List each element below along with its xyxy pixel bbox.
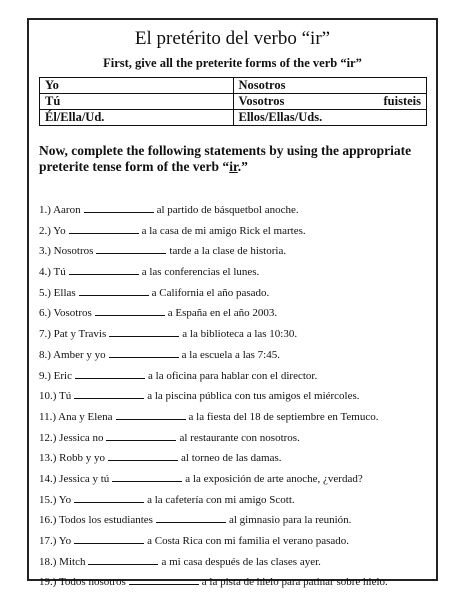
instructions-after: .” [237, 159, 248, 174]
exercise-item [39, 448, 434, 469]
item-rest: a la exposición de arte anoche, ¿verdad? [185, 472, 363, 485]
subtitle [29, 56, 436, 71]
exercise-item [39, 572, 434, 593]
item-number: 13.) [39, 452, 57, 465]
exercise-item [39, 303, 434, 324]
exercise-item [39, 262, 434, 283]
answer-blank[interactable] [74, 389, 144, 399]
exercise-item [39, 552, 434, 573]
exercise-item [39, 386, 434, 407]
item-number: 10.) [39, 390, 57, 403]
answer-blank[interactable] [84, 203, 154, 213]
subtitle-verb: ir [346, 56, 356, 70]
item-rest: a la oficina para hablar con el director. [148, 369, 318, 382]
pronoun-label: Vosotros [238, 94, 285, 108]
item-rest: a la casa de mi amigo Rick el martes. [141, 224, 306, 237]
item-number: 6.) [39, 307, 51, 320]
item-number: 17.) [39, 535, 57, 547]
forms-table-pronoun-cell[interactable] [233, 94, 427, 110]
item-subject: Ana y Elena [58, 410, 113, 423]
pronoun-label: Yo [45, 78, 59, 92]
exercise-item [39, 241, 434, 262]
item-rest: a Costa Rica con mi familia el verano pasado. [147, 535, 350, 547]
item-subject: Yo [53, 224, 66, 237]
item-number: 18.) [39, 555, 57, 568]
item-number: 5.) [39, 286, 51, 299]
exercise-item [39, 324, 434, 345]
pronoun-label: Nosotros [238, 78, 286, 92]
item-subject: Yo [58, 535, 72, 547]
item-rest: al torneo de las damas. [181, 452, 282, 465]
item-subject: Todos nosotros [58, 576, 126, 589]
item-rest: a la biblioteca a las 10:30. [182, 328, 298, 341]
forms-table-row [40, 94, 427, 110]
item-rest: a la escuela a las 7:45. [181, 348, 280, 361]
item-number: 3.) [39, 245, 51, 258]
item-subject: Yo [58, 493, 72, 506]
item-number: 7.) [39, 328, 51, 341]
forms-table-pronoun-cell[interactable] [40, 94, 234, 110]
answer-blank[interactable] [74, 493, 144, 503]
item-number: 16.) [39, 514, 57, 527]
item-subject: Robb y yo [59, 452, 106, 465]
item-rest: a la pista de hielo para patinar sobre hielo. [201, 576, 388, 589]
item-number: 14.) [39, 472, 57, 485]
item-rest: al partido de básquetbol anoche. [156, 204, 299, 216]
item-subject: Vosotros [53, 307, 92, 320]
worksheet-page [27, 18, 438, 589]
item-rest: al restaurante con nosotros. [179, 431, 300, 444]
forms-table-row [40, 78, 427, 94]
exercise-item [39, 283, 434, 304]
item-subject: Tú [53, 266, 66, 279]
exercise-item [39, 469, 434, 490]
answer-blank[interactable] [129, 575, 199, 585]
pronoun-label: Tú [45, 94, 61, 108]
page-title: El pretérito del verbo “ir” [134, 28, 331, 49]
answer-blank[interactable] [74, 534, 144, 544]
item-number: 1.) [39, 204, 51, 216]
item-subject: Ellas [53, 286, 76, 299]
item-number: 15.) [39, 493, 57, 506]
answer-blank[interactable] [112, 472, 182, 482]
answer-blank[interactable] [116, 410, 186, 420]
item-subject: Aaron [53, 204, 81, 216]
answer-blank[interactable] [109, 348, 179, 358]
item-number: 2.) [39, 224, 51, 237]
item-number: 8.) [39, 348, 51, 361]
forms-table-pronoun-cell[interactable] [233, 78, 427, 94]
item-subject: Todos los estudiantes [58, 514, 153, 527]
exercise-item [39, 531, 434, 552]
forms-table-pronoun-cell[interactable] [40, 78, 234, 94]
item-number: 9.) [39, 369, 51, 382]
item-number: 11.) [39, 410, 57, 423]
instructions-before: Now, complete the following statements by using the appropriate preterite tense form of the verb “ [39, 143, 412, 174]
answer-blank[interactable] [96, 244, 166, 254]
instructions [39, 143, 429, 175]
exercise-item [39, 407, 434, 428]
pronoun-label: Él/Ella/Ud. [45, 110, 105, 124]
exercise-item [39, 345, 434, 366]
item-number: 4.) [39, 266, 51, 279]
exercise-item [39, 428, 434, 449]
answer-blank[interactable] [69, 224, 139, 234]
item-rest: a California el año pasado. [151, 286, 270, 299]
preterite-forms-table [39, 77, 427, 126]
answer-blank[interactable] [109, 327, 179, 337]
answer-blank[interactable] [88, 555, 158, 565]
item-rest: a las conferencias el lunes. [141, 266, 260, 279]
item-subject: Jessica y tú [59, 472, 110, 485]
item-subject: Eric [53, 369, 72, 382]
forms-table-pronoun-cell[interactable] [40, 110, 234, 126]
exercise-list [39, 200, 434, 593]
item-rest: a la piscina pública con tus amigos el miércoles. [147, 390, 360, 403]
forms-table-pronoun-cell[interactable] [233, 110, 427, 126]
answer-blank[interactable] [156, 513, 226, 523]
answer-blank[interactable] [75, 369, 145, 379]
item-subject: Pat y Travis [53, 328, 107, 341]
item-rest: a la cafetería con mi amigo Scott. [147, 493, 295, 506]
item-subject: Nosotros [53, 245, 94, 258]
item-rest: al gimnasio para la reunión. [228, 514, 352, 527]
item-rest: tarde a la clase de historia. [169, 245, 287, 258]
answer-blank[interactable] [95, 306, 165, 316]
item-number: 12.) [39, 431, 57, 444]
instructions-verb: ir [229, 159, 238, 174]
item-rest: a España en el año 2003. [167, 307, 278, 320]
item-rest: a mi casa después de las clases ayer. [161, 555, 321, 568]
item-subject: Amber y yo [53, 348, 106, 361]
exercise-item [39, 200, 434, 221]
subtitle-after: ” [355, 56, 362, 70]
answer-blank[interactable] [106, 431, 176, 441]
item-number: 19.) [39, 576, 57, 589]
answer-blank[interactable] [69, 265, 139, 275]
exercise-item [39, 221, 434, 242]
answer-blank[interactable] [108, 451, 178, 461]
item-subject: Mitch [59, 555, 86, 568]
subtitle-before: First, give all the preterite forms of the verb “ [103, 56, 347, 70]
item-subject: Tú [58, 390, 72, 403]
exercise-item [39, 490, 434, 511]
item-rest: a la fiesta del 18 de septiembre en Temuco. [188, 410, 379, 423]
exercise-item [39, 366, 434, 387]
answer-blank[interactable] [79, 286, 149, 296]
filled-answer: fuisteis [383, 94, 421, 108]
pronoun-label: Ellos/Ellas/Uds. [238, 110, 323, 124]
item-subject: Jessica no [59, 431, 104, 444]
exercise-item [39, 510, 434, 531]
forms-table-row [40, 110, 427, 126]
